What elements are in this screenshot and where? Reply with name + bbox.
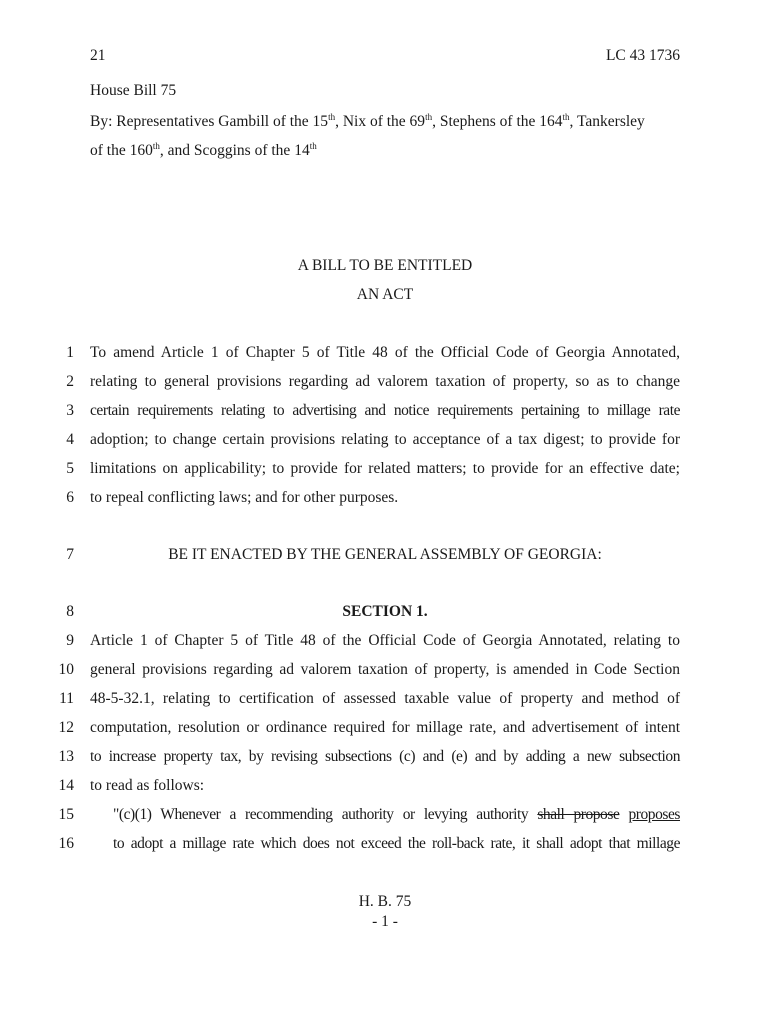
section-heading: SECTION 1. [342, 603, 428, 620]
line-number: 15 [58, 806, 74, 823]
numbered-line [0, 603, 770, 625]
line-text: computation, resolution or ordinance required for millage rate, and advertisement of intent [90, 719, 680, 736]
footer-page-number: - 1 - [372, 913, 398, 930]
line-text: relating to general provisions regarding ad valorem taxation of property, so as to change [90, 373, 680, 390]
line-number: 1 [66, 344, 74, 361]
line-text: To amend Article 1 of Chapter 5 of Title 48 of the Official Code of Georgia Annotated, [90, 344, 680, 361]
footer-bill-reference: H. B. 75 [358, 893, 412, 910]
line-number: 6 [66, 489, 74, 506]
line-number: 8 [66, 603, 74, 620]
lc-document-number: LC 43 1736 [605, 47, 680, 64]
line-number: 11 [59, 690, 74, 707]
numbered-line [0, 431, 770, 453]
numbered-line [0, 661, 770, 683]
line-text: limitations on applicability; to provide for related matters; to provide for an effective date; [90, 460, 680, 477]
numbered-line [0, 402, 770, 424]
numbered-line [0, 835, 770, 857]
numbered-line [0, 373, 770, 395]
line-number: 9 [66, 632, 74, 649]
sponsor-line-2 [90, 142, 317, 160]
numbered-line [0, 489, 770, 511]
line-number: 12 [58, 719, 74, 736]
numbered-line [0, 719, 770, 741]
amended-text: "(c)(1) Whenever a recommending authority or levying authority [113, 806, 538, 823]
numbered-line [0, 344, 770, 366]
line-text: adoption; to change certain provisions relating to acceptance of a tax digest; to provide for [90, 431, 680, 448]
enacting-clause: BE IT ENACTED BY THE GENERAL ASSEMBLY OF GEORGIA: [168, 546, 602, 563]
line-text: to increase property tax, by revising subsections (c) and (e) and by adding a new subsection [90, 748, 680, 765]
bill-title: House Bill 75 [90, 82, 177, 99]
line-number: 16 [58, 835, 74, 852]
sponsor-text: , Stephens of the 164 [432, 113, 563, 130]
line-number: 13 [58, 748, 74, 765]
sponsor-line-1 [90, 113, 645, 131]
line-text: certain requirements relating to advertising and notice requirements pertaining to millage rate [90, 402, 680, 419]
ordinal-suffix: th [309, 141, 317, 151]
struck-text: shall propose [537, 806, 620, 823]
page-sequence-number: 21 [90, 47, 106, 64]
bill-entitled-heading: A BILL TO BE ENTITLED [297, 257, 473, 274]
numbered-line [0, 748, 770, 770]
ordinal-suffix: th [152, 141, 160, 151]
line-text [113, 806, 680, 824]
line-text: 48-5-32.1, relating to certification of assessed taxable value of property and method of [90, 690, 680, 707]
ordinal-suffix: th [328, 112, 336, 122]
sponsor-text: of the 160 [90, 142, 153, 159]
sponsor-text: By: Representatives Gambill of the 15 [90, 113, 329, 130]
sponsor-text: , Nix of the 69 [335, 113, 426, 130]
line-number: 14 [58, 777, 74, 794]
ordinal-suffix: th [562, 112, 570, 122]
numbered-line [0, 806, 770, 828]
line-text: to adopt a millage rate which does not exceed the roll-back rate, it shall adopt that millage [113, 835, 680, 852]
numbered-line [0, 460, 770, 482]
line-number: 5 [66, 460, 74, 477]
line-number: 10 [58, 661, 74, 678]
line-number: 7 [66, 546, 74, 563]
ordinal-suffix: th [425, 112, 433, 122]
line-number: 4 [66, 431, 74, 448]
numbered-line [0, 632, 770, 654]
sponsor-text: , and Scoggins of the 14 [159, 142, 310, 159]
sponsor-text: , Tankersley [569, 113, 645, 130]
an-act-heading: AN ACT [356, 286, 414, 303]
line-text: to read as follows: [90, 777, 205, 794]
inserted-text: proposes [628, 806, 681, 823]
line-number: 3 [66, 402, 74, 419]
line-text: general provisions regarding ad valorem taxation of property, is amended in Code Section [90, 661, 680, 678]
numbered-line [0, 690, 770, 712]
line-text: to repeal conflicting laws; and for other purposes. [90, 489, 399, 506]
line-number: 2 [66, 373, 74, 390]
numbered-line [0, 546, 770, 568]
numbered-line [0, 777, 770, 799]
line-text: Article 1 of Chapter 5 of Title 48 of the Official Code of Georgia Annotated, relating to [90, 632, 680, 649]
